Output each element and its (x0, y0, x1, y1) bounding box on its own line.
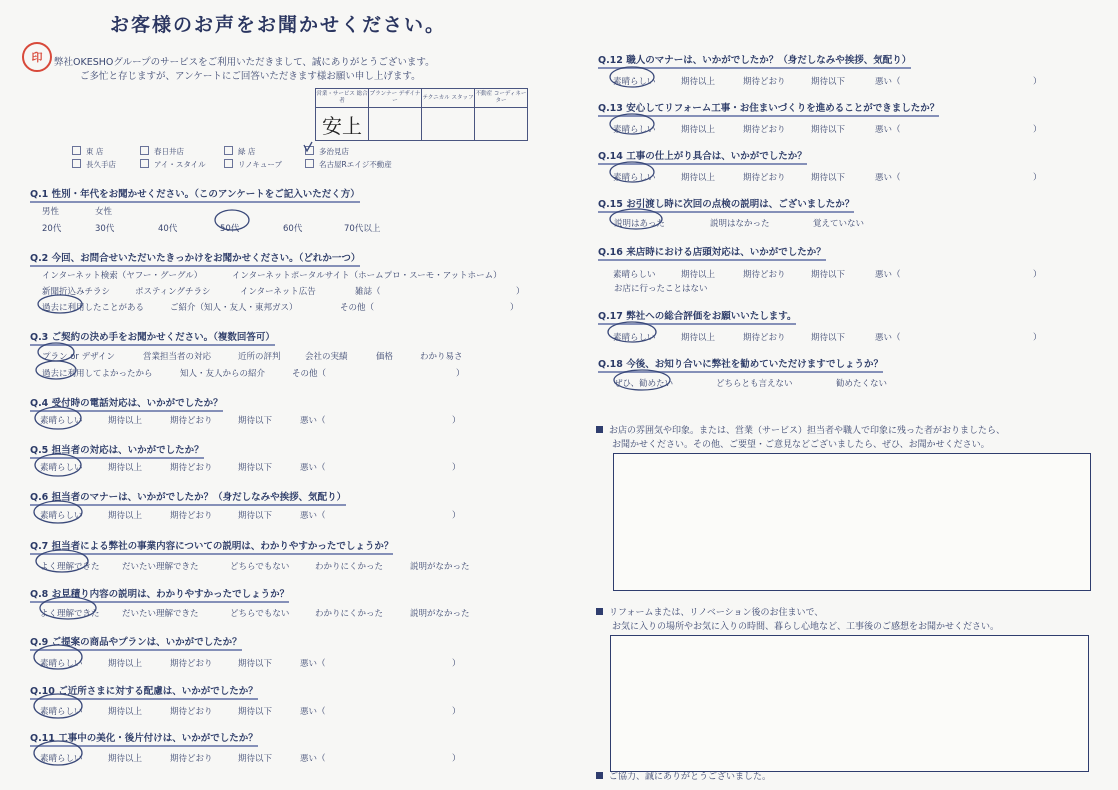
q8-option-4[interactable]: 説明がなかった (410, 609, 470, 619)
q3-other-close: ） (456, 369, 465, 379)
q8-label: Q.8 お見積り内容の説明は、わかりやすかったでしょうか？ (30, 586, 289, 600)
q1-age-20[interactable]: 20代 (42, 224, 62, 234)
q1-gender-male[interactable]: 男性 (42, 207, 60, 217)
q2-option-posting[interactable]: ポスティングチラシ (135, 287, 211, 297)
store-checkbox-istyle[interactable]: アイ・スタイル (140, 159, 206, 170)
q15-label: Q.15 お引渡し時に次回の点検の説明は、ございましたか？ (598, 196, 854, 210)
q4-rating-0[interactable]: 素晴らしい (40, 416, 83, 426)
q17-rating-close: ） (1033, 333, 1042, 343)
q14-rating-2[interactable]: 期待どおり (743, 173, 786, 183)
q14-rating-3[interactable]: 期待以下 (811, 173, 846, 183)
q15-option-no[interactable]: 説明はなかった (710, 219, 770, 229)
q5-rating-0[interactable]: 素晴らしい (40, 463, 83, 473)
q6-rating-close: ） (452, 511, 461, 521)
q16-label: Q.16 来店時における店頭対応は、いかがでしたか？ (598, 244, 826, 258)
q5-rating-3[interactable]: 期待以下 (238, 463, 273, 473)
q17-rating-4[interactable]: 悪い（ (875, 333, 901, 343)
q1-age-40[interactable]: 40代 (158, 224, 178, 234)
q2-other-close: ） (510, 303, 519, 313)
q17-rating-3[interactable]: 期待以下 (811, 333, 846, 343)
q6-rating-0[interactable]: 素晴らしい (40, 511, 83, 521)
q10-label: Q.10 ご近所さまに対する配慮は、いかがでしたか？ (30, 683, 258, 697)
q2-option-web-ad[interactable]: インターネット広告 (240, 287, 316, 297)
q18-option-no[interactable]: 勧めたくない (836, 379, 888, 389)
q2-option-magazine[interactable]: 雑誌（ (355, 287, 381, 297)
q16-rating-1[interactable]: 期待以上 (681, 270, 716, 280)
q10-rating-0[interactable]: 素晴らしい (40, 707, 83, 717)
q12-rating-2[interactable]: 期待どおり (743, 77, 786, 87)
q5-rating-1[interactable]: 期待以上 (108, 463, 143, 473)
q3-option-plan[interactable]: プラン or デザイン (42, 352, 116, 362)
q14-rating-1[interactable]: 期待以上 (681, 173, 716, 183)
staff-value-planner[interactable] (369, 108, 422, 141)
q16-option-never[interactable]: お店に行ったことはない (614, 284, 708, 294)
q7-label: Q.7 担当者による弊社の事業内容についての説明は、わかりやすかったでしょうか？ (30, 538, 393, 552)
q10-rating-2[interactable]: 期待どおり (170, 707, 213, 717)
q11-rating-close: ） (452, 754, 461, 764)
q6-rating-3[interactable]: 期待以下 (238, 511, 273, 521)
q15-option-dontknow[interactable]: 覚えていない (813, 219, 865, 229)
q18-option-yes[interactable]: ぜひ、勧めたい (614, 379, 674, 389)
staff-header-planner: プランナー デザイナー (369, 89, 422, 108)
q2-option-newspaper[interactable]: 新聞折込みチラシ (42, 287, 111, 297)
q14-label: Q.14 工事の仕上がり具合は、いかがでしたか？ (598, 148, 807, 162)
q10-rating-1[interactable]: 期待以上 (108, 707, 143, 717)
q5-rating-4[interactable]: 悪い（ (300, 463, 326, 473)
staff-value-technical[interactable] (422, 108, 475, 141)
q16-rating-4[interactable]: 悪い（ (875, 270, 901, 280)
comment1-prompt-1: お店の雰囲気や印象。または、営業（サービス）担当者や職人で印象に残った者がおりましたら、 (596, 423, 1005, 436)
q10-rating-close: ） (452, 707, 461, 717)
store-checkbox-renocube[interactable]: リノキューブ (224, 159, 282, 170)
q2-option-past-use[interactable]: 過去に利用したことがある (42, 303, 145, 313)
store-checkbox-rage[interactable]: 名古屋Rエイジ不動産 (305, 159, 392, 170)
q11-rating-2[interactable]: 期待どおり (170, 754, 213, 764)
q3-option-other[interactable]: その他（ (292, 369, 327, 379)
staff-header-realestate: 不動産 コーディネーター (475, 89, 528, 108)
q11-rating-1[interactable]: 期待以上 (108, 754, 143, 764)
q4-label: Q.4 受付時の電話対応は、いかがでしたか？ (30, 395, 223, 409)
q3-option-reputation[interactable]: 近所の評判 (238, 352, 281, 362)
q3-option-price[interactable]: 価格 (376, 352, 394, 362)
q14-rating-0[interactable]: 素晴らしい (613, 173, 656, 183)
q16-rating-0[interactable]: 素晴らしい (613, 270, 656, 280)
q3-option-clarity[interactable]: わかり易さ (420, 352, 463, 362)
q8-option-3[interactable]: わかりにくかった (315, 609, 384, 619)
q1-age-60[interactable]: 60代 (283, 224, 303, 234)
q1-age-50[interactable]: 50代 (220, 224, 240, 234)
q6-rating-2[interactable]: 期待どおり (170, 511, 213, 521)
q2-label: Q.2 今回、お問合せいただいたきっかけをお聞かせください。（どれか一つ） (30, 250, 360, 264)
q3-option-sales[interactable]: 営業担当者の対応 (143, 352, 212, 362)
q7-option-2[interactable]: どちらでもない (230, 562, 290, 572)
q3-option-track[interactable]: 会社の実績 (305, 352, 348, 362)
q10-rating-4[interactable]: 悪い（ (300, 707, 326, 717)
q1-gender-female[interactable]: 女性 (95, 207, 113, 217)
store-checkbox-nagakute[interactable]: 長久手店 (72, 159, 116, 170)
q13-label: Q.13 安心してリフォーム工事・お住まいづくりを進めることができましたか？ (598, 100, 939, 114)
q18-option-neutral[interactable]: どちらとも言えない (716, 379, 793, 389)
q8-option-1[interactable]: だいたい理解できた (122, 609, 199, 619)
q12-label: Q.12 職人のマナーは、いかがでしたか？（身だしなみや挨拶、気配り） (598, 52, 911, 66)
q5-rating-close: ） (452, 463, 461, 473)
q7-option-1[interactable]: だいたい理解できた (122, 562, 199, 572)
q11-label: Q.11 工事中の美化・後片付けは、いかがでしたか？ (30, 730, 258, 744)
company-seal: 印 (22, 42, 52, 72)
store-checkbox-kasugai[interactable]: 春日井店 (140, 146, 184, 157)
q2-option-referral[interactable]: ご紹介（知人・友人・東邦ガス） (170, 303, 298, 313)
q5-rating-2[interactable]: 期待どおり (170, 463, 213, 473)
q13-rating-close: ） (1033, 125, 1042, 135)
q10-rating-3[interactable]: 期待以下 (238, 707, 273, 717)
q11-rating-4[interactable]: 悪い（ (300, 754, 326, 764)
staff-value-realestate[interactable] (475, 108, 528, 141)
comment1-prompt-2: お聞かせください。その他、ご要望・ご意見などございましたら、ぜひ、お聞かせください。 (612, 440, 990, 450)
q12-rating-close: ） (1033, 77, 1042, 87)
comment1-textarea[interactable] (613, 453, 1091, 591)
staff-header-technical: テクニカル スタッフ (422, 89, 475, 108)
q5-label: Q.5 担当者の対応は、いかがでしたか？ (30, 442, 204, 456)
q13-rating-0[interactable]: 素晴らしい (613, 125, 656, 135)
page-title: お客様のお声をお聞かせください。 (110, 14, 447, 36)
q9-rating-1[interactable]: 期待以上 (108, 659, 143, 669)
q13-rating-3[interactable]: 期待以下 (811, 125, 846, 135)
q3-label: Q.3 ご契約の決め手をお聞かせください。（複数回答可） (30, 329, 275, 343)
q4-rating-1[interactable]: 期待以上 (108, 416, 143, 426)
q4-rating-2[interactable]: 期待どおり (170, 416, 213, 426)
bullet-square-icon (596, 426, 603, 433)
q7-option-0[interactable]: よく理解できた (40, 562, 100, 572)
q9-rating-3[interactable]: 期待以下 (238, 659, 273, 669)
q9-label: Q.9 ご提案の商品やプランは、いかがでしたか？ (30, 634, 242, 648)
bullet-square-icon (596, 772, 603, 779)
q17-label: Q.17 弊社への総合評価をお願いいたします。 (598, 308, 796, 322)
q17-rating-1[interactable]: 期待以上 (681, 333, 716, 343)
q12-rating-1[interactable]: 期待以上 (681, 77, 716, 87)
comment2-textarea[interactable] (610, 635, 1089, 772)
q4-rating-4[interactable]: 悪い（ (300, 416, 326, 426)
q1-age-30[interactable]: 30代 (95, 224, 115, 234)
q14-rating-4[interactable]: 悪い（ (875, 173, 901, 183)
q7-option-4[interactable]: 説明がなかった (410, 562, 470, 572)
staff-value-sales[interactable]: 安上 (316, 108, 369, 141)
q3-option-friend[interactable]: 知人・友人からの紹介 (180, 369, 266, 379)
q1-age-70[interactable]: 70代以上 (344, 224, 381, 234)
q12-rating-3[interactable]: 期待以下 (811, 77, 846, 87)
q11-rating-0[interactable]: 素晴らしい (40, 754, 83, 764)
q17-rating-2[interactable]: 期待どおり (743, 333, 786, 343)
q9-rating-4[interactable]: 悪い（ (300, 659, 326, 669)
q11-rating-3[interactable]: 期待以下 (238, 754, 273, 764)
q6-label: Q.6 担当者のマナーは、いかがでしたか？（身だしなみや挨拶、気配り） (30, 489, 346, 503)
q9-rating-2[interactable]: 期待どおり (170, 659, 213, 669)
q13-rating-4[interactable]: 悪い（ (875, 125, 901, 135)
q14-rating-close: ） (1033, 173, 1042, 183)
comment2-prompt-1: リフォームまたは、リノベーション後のお住まいで、 (596, 605, 823, 618)
q16-rating-3[interactable]: 期待以下 (811, 270, 846, 280)
staff-header-sales: 営業・サービス 総合者 (316, 89, 369, 108)
intro-line-2: ご多忙と存じますが、アンケートにご回答いただきます様お願い申し上げます。 (80, 71, 421, 82)
store-checkbox-tajimi[interactable]: 多治見店 (305, 146, 349, 157)
intro-line-1: 弊社OKESHOグループのサービスをご利用いただきまして、誠にありがとうございます。 (54, 57, 435, 68)
q17-rating-0[interactable]: 素晴らしい (613, 333, 656, 343)
q15-option-yes[interactable]: 説明はあった (614, 219, 665, 229)
q7-option-3[interactable]: わかりにくかった (315, 562, 384, 572)
q2-option-other[interactable]: その他（ (340, 303, 375, 313)
store-checkbox-higashi[interactable]: 東 店 (72, 146, 103, 157)
q3-option-past-good[interactable]: 過去に利用してよかったから (42, 369, 153, 379)
bullet-square-icon (596, 608, 603, 615)
q8-option-0[interactable]: よく理解できた (40, 609, 100, 619)
comment2-prompt-2: お気に入りの場所やお気に入りの時間、暮らし心地など、工事後のご感想をお聞かせください。 (612, 622, 1000, 632)
q13-rating-2[interactable]: 期待どおり (743, 125, 786, 135)
q6-rating-4[interactable]: 悪い（ (300, 511, 326, 521)
q2-option-search[interactable]: インターネット検索（ヤフー・グーグル） (42, 271, 203, 281)
q9-rating-0[interactable]: 素晴らしい (40, 659, 83, 669)
q13-rating-1[interactable]: 期待以上 (681, 125, 716, 135)
q12-rating-0[interactable]: 素晴らしい (613, 77, 656, 87)
q4-rating-close: ） (452, 416, 461, 426)
q2-magazine-close: ） (516, 287, 525, 297)
q16-rating-2[interactable]: 期待どおり (743, 270, 786, 280)
q1-label: Q.1 性別・年代をお聞かせください。（このアンケートをご記入いただく方） (30, 186, 360, 200)
q2-option-portal[interactable]: インターネットポータルサイト（ホームプロ・スーモ・アットホーム） (232, 271, 502, 281)
store-checkbox-midori[interactable]: 緑 店 (224, 146, 255, 157)
q4-rating-3[interactable]: 期待以下 (238, 416, 273, 426)
q18-label: Q.18 今後、お知り合いに弊社を勧めていただけますでしょうか？ (598, 356, 883, 370)
q8-option-2[interactable]: どちらでもない (230, 609, 290, 619)
staff-table (315, 88, 528, 141)
q9-rating-close: ） (452, 659, 461, 669)
closing-message: ご協力、誠にありがとうございました。 (596, 769, 771, 782)
q6-rating-1[interactable]: 期待以上 (108, 511, 143, 521)
q12-rating-4[interactable]: 悪い（ (875, 77, 901, 87)
q16-rating-close: ） (1033, 270, 1042, 280)
